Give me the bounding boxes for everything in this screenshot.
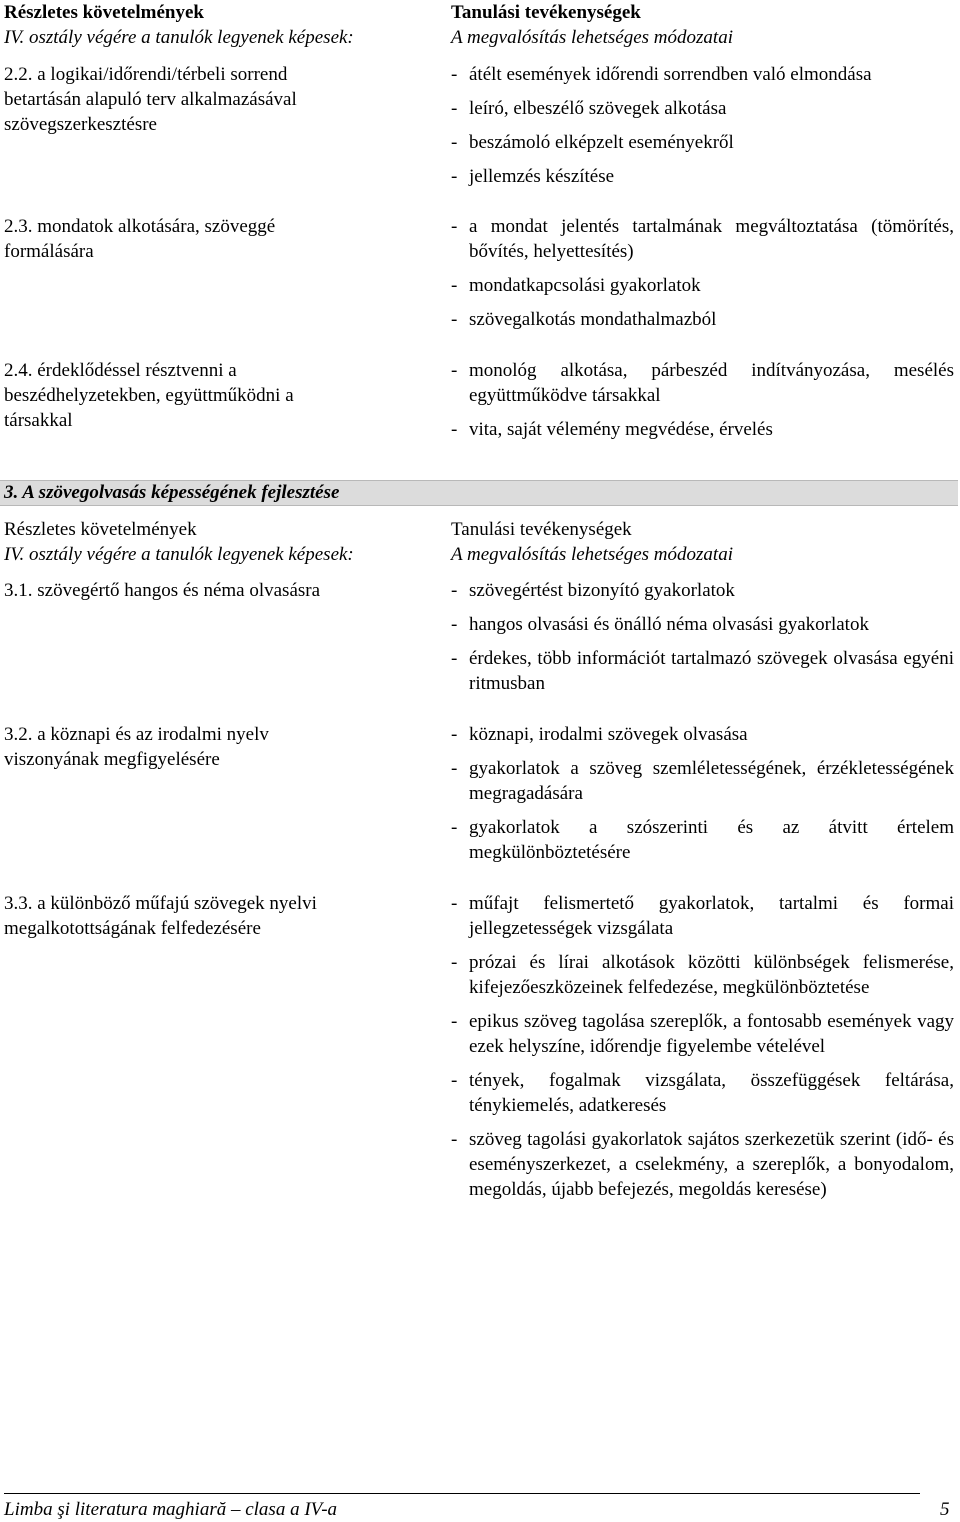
list-item: - szövegértést bizonyító gyakorlatok <box>451 580 735 601</box>
requirement-text: 3.2. a köznapi és az irodalmi nyelv viszonyának megfigyelésére <box>4 724 269 770</box>
header-right-title: Tanulási tevékenységek <box>451 2 641 23</box>
header-left-title: Részletes követelmények <box>4 2 204 23</box>
requirement-text: 3.1. szövegértő hangos és néma olvasásra <box>4 580 321 601</box>
list-item: - érdekes, több információt tartalmazó szövegek olvasása egyéni ritmusban <box>451 648 954 694</box>
list-item: - monológ alkotása, párbeszéd indítványozása, mesélés együttműködve társakkal <box>451 360 954 406</box>
list-item: - szöveg tagolási gyakorlatok sajátos szerkezetük szerint (idő- és eseményszerkezet, a cselekmény, a szereplők, a bonyodalom, megoldás, újabb befejezés, megoldás keresése) <box>451 1129 954 1200</box>
activity-list <box>451 214 954 332</box>
list-item: - gyakorlatok a szöveg szemléletességének, érzékletességének megragadására <box>451 758 954 804</box>
requirement-text: 2.4. érdeklődéssel résztvenni a beszédhelyzetekben, együttműködni a társakkal <box>4 360 294 431</box>
footer-title: Limba şi literatura maghiară – clasa a IV-a <box>4 1499 338 1520</box>
activity-list <box>451 578 954 696</box>
activity-list <box>451 62 954 189</box>
list-item: - gyakorlatok a szószerinti és az átvitt értelem megkülönböztetésére <box>451 817 954 863</box>
section-title: 3. A szövegolvasás képességének fejlesztése <box>4 482 340 503</box>
list-item: - leíró, elbeszélő szövegek alkotása <box>451 98 727 119</box>
requirement-text: 2.3. mondatok alkotására, szöveggé formálására <box>4 216 276 262</box>
list-item: - prózai és lírai alkotások közötti különbségek felismerése, kifejezőeszközeinek felfedezése, megkülönböztetése <box>451 952 954 998</box>
list-item: - jellemzés készítése <box>451 166 615 187</box>
header-right-subtitle: A megvalósítás lehetséges módozatai <box>451 27 733 48</box>
activity-list <box>451 722 954 865</box>
list-item: - műfajt felismertető gyakorlatok, tartalmi és formai jellegzetességek vizsgálata <box>451 893 954 939</box>
section-heading <box>0 480 958 506</box>
list-item: - vita, saját vélemény megvédése, érvelés <box>451 419 773 440</box>
list-item: - tények, fogalmak vizsgálata, összefüggések feltárása, ténykiemelés, adatkeresés <box>451 1070 954 1116</box>
header-left-subtitle: IV. osztály végére a tanulók legyenek képesek: <box>4 544 354 565</box>
list-item: - a mondat jelentés tartalmának megváltoztatása (tömörítés, bővítés, helyettesítés) <box>451 216 954 262</box>
header-right-subtitle: A megvalósítás lehetséges módozatai <box>451 544 733 565</box>
header-left <box>4 517 404 567</box>
list-item: - mondatkapcsolási gyakorlatok <box>451 275 701 296</box>
header-right-title: Tanulási tevékenységek <box>451 519 632 540</box>
activity-list <box>451 891 954 1202</box>
list-item: - hangos olvasási és önálló néma olvasási gyakorlatok <box>451 614 869 635</box>
activity-list <box>451 358 954 442</box>
list-item: - szövegalkotás mondathalmazból <box>451 309 717 330</box>
list-item: - átélt események időrendi sorrendben való elmondása <box>451 64 872 85</box>
header-right <box>451 0 954 50</box>
list-item: - köznapi, irodalmi szövegek olvasása <box>451 724 748 745</box>
requirement-text: 3.3. a különböző műfajú szövegek nyelvi megalkotottságának felfedezésére <box>4 893 317 939</box>
page-number: 5 <box>940 1499 950 1520</box>
footer-rule <box>4 1493 920 1494</box>
requirement-text: 2.2. a logikai/időrendi/térbeli sorrend betartásán alapuló terv alkalmazásával szövegszerkesztésre <box>4 64 297 135</box>
header-left <box>4 0 404 50</box>
header-right <box>451 517 954 567</box>
list-item: - epikus szöveg tagolása szereplők, a fontosabb események vagy ezek helyszíne, időrendje figyelembe vételével <box>451 1011 954 1057</box>
list-item: - beszámoló elképzelt eseményekről <box>451 132 734 153</box>
header-left-subtitle: IV. osztály végére a tanulók legyenek képesek: <box>4 27 354 48</box>
header-left-title: Részletes követelmények <box>4 519 197 540</box>
